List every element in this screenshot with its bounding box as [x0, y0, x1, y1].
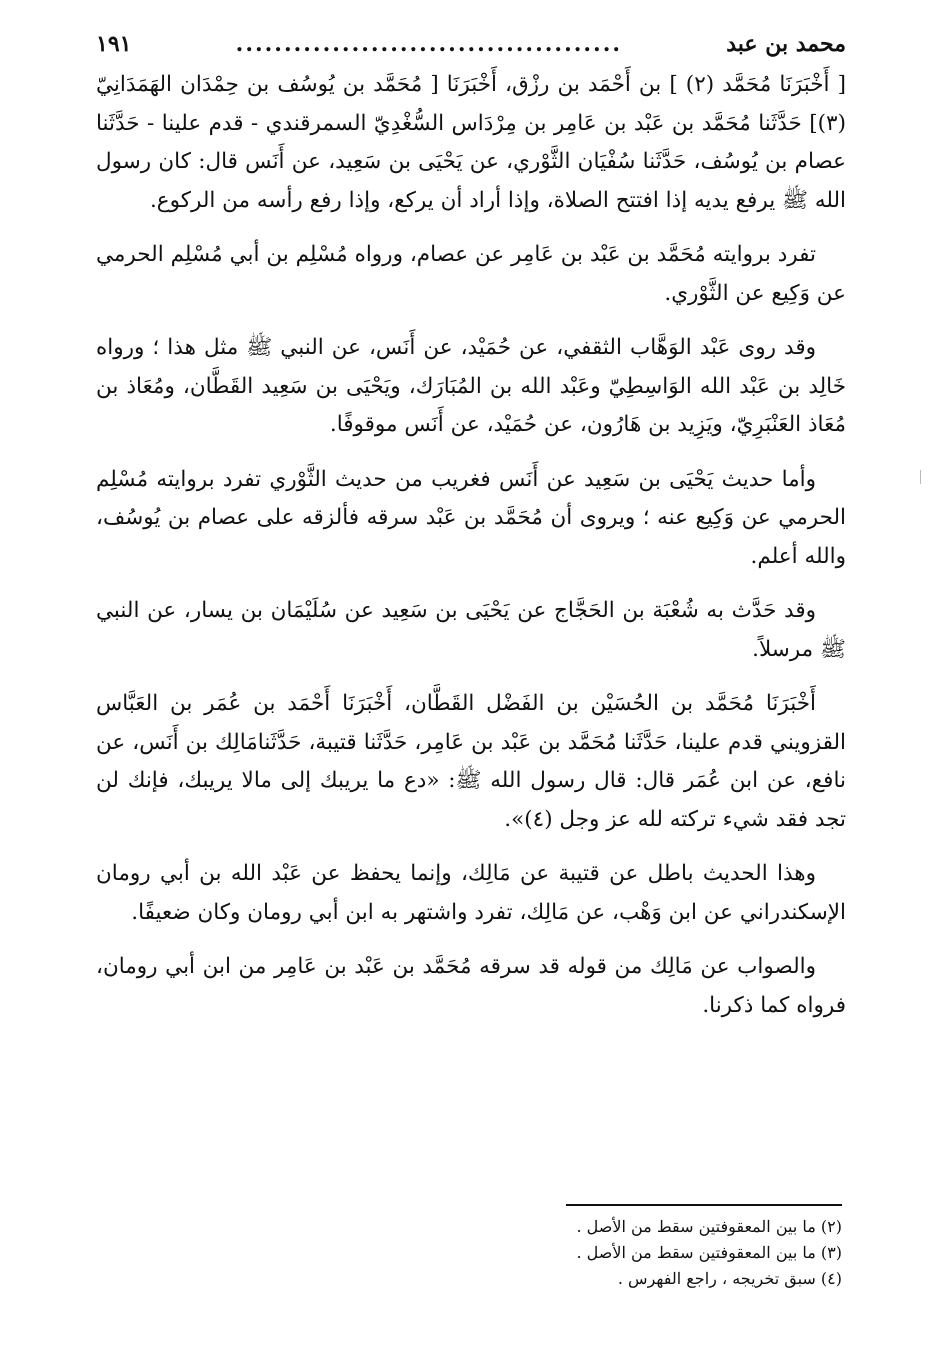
scan-speck — [920, 470, 921, 484]
leader-dots: ........................................ — [235, 31, 623, 57]
paragraph-7: وهذا الحديث باطل عن قتيبة عن مَالِك، وإنما يحفظ عن عَبْد الله بن أبي رومان الإسكندراني عن ابن وَهْب، عن مَالِك، تفرد واشتهر به ابن أبي رومان وكان ضعيفًا. — [96, 861, 846, 925]
footnote-3: (٣) ما بين المعقوفتين سقط من الأصل . — [576, 1243, 842, 1262]
footnote-separator — [566, 1204, 842, 1206]
paragraph-3: وقد روى عَبْد الوَهَّاب الثقفي، عن حُمَيْد، عن أَنَس، عن النبي ﷺ مثل هذا ؛ ورواه خَالِد بن عَبْد الله الوَاسِطِيّ وعَبْد الله بن المُبَارَك، ويَحْيَى بن سَعِيد القَطَّان، ومُعَاذ بن مُعَاذ العَنْبَرِيّ، ويَزِيد بن هَارُون، عن حُمَيْد، عن أَنَس موقوفًا. — [96, 335, 846, 437]
paragraph-4: وأما حديث يَحْيَى بن سَعِيد عن أَنَس فغريب من حديث الثَّوْري تفرد بروايته مُسْلِم الحرمي عن وَكِيع عنه ؛ ويروى أن مُحَمَّد بن عَبْد سرقه فألزقه على عصام بن يُوسُف، والله أعلم. — [96, 466, 846, 569]
paragraph-2: تفرد بروايته مُحَمَّد بن عَبْد بن عَامِر عن عصام، ورواه مُسْلِم بن أبي مُسْلِم الحرمي عن وَكِيع عن الثَّوْري. — [96, 242, 846, 306]
paragraph-1: [ أَخْبَرَنَا مُحَمَّد (٢) ] بن أَحْمَد بن رزْق، أَخْبَرَنَا [ مُحَمَّد بن يُوسُف بن حِمْدَان الهَمَدَانِيّ (٣)] حَدَّثَنا مُحَمَّد بن عَبْد بن عَامِر بن مِرْدَاس السُّغْدِيّ السمرقندي - قدم علينا - حَدَّثَنا عصام بن يُوسُف، حَدَّثَنا سُفْيَان الثَّوْري، عن يَحْيَى بن سَعِيد، عن أَنَس قال: كان رسول الله ﷺ يرفع يديه إذا افتتح الصلاة، وإذا أراد أن يركع، وإذا رفع رأسه من الركوع. — [96, 72, 846, 213]
running-header — [96, 24, 846, 64]
paragraph-6: أَخْبَرَنَا مُحَمَّد بن الحُسَيْن بن الفَضْل القَطَّان، أَخْبَرَنَا أَحْمَد بن عُمَر بن العَبَّاس القزويني قدم علينا، حَدَّثَنا مُحَمَّد بن عَبْد بن عَامِر، حَدَّثَنا قتيبة، حَدَّثَنامَالِك بن أَنَس، عن نافع، عن ابن عُمَر قال: قال رسول الله ﷺ: «دع ما يريبك إلى مالا يريبك، فإنك لن تجد فقد شيء تركته لله عز وجل (٤)». — [96, 691, 846, 832]
main-text — [96, 66, 846, 1041]
page-number: ١٩١ — [96, 31, 132, 57]
paragraph-5: وقد حَدَّث به شُعْبَة بن الحَجَّاج عن يَحْيَى بن سَعِيد عن سُلَيْمَان بن يسار، عن النبي ﷺ مرسلاً. — [96, 598, 846, 662]
running-title: محمد بن عبد — [726, 31, 846, 57]
footnotes — [96, 1214, 842, 1292]
paragraph-8: والصواب عن مَالِك من قوله قد سرقه مُحَمَّد بن عَبْد بن عَامِر من ابن أبي رومان، فرواه كما ذكرنا. — [96, 954, 846, 1018]
footnote-2: (٢) ما بين المعقوفتين سقط من الأصل . — [576, 1217, 842, 1236]
footnote-4: (٤) سبق تخريجه ، راجع الفهرس . — [617, 1269, 842, 1288]
